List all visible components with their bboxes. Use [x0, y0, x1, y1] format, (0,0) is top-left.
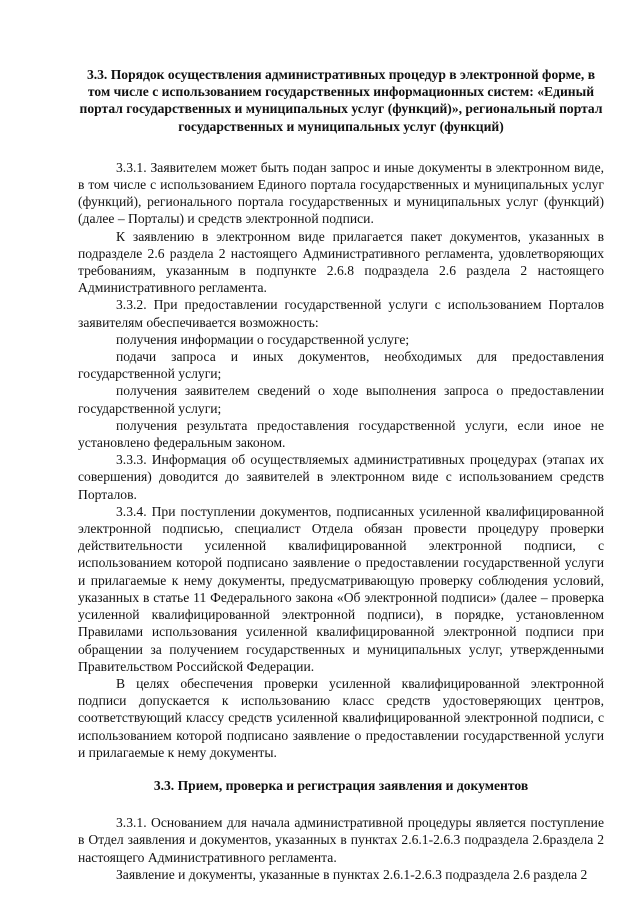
paragraph: 3.3.2. При предоставлении государственной услуги с использованием Порталов заявителям обеспечивается возможность:	[78, 297, 604, 330]
paragraph: получения результата предоставления государственной услуги, если иное не установлено федеральным законом.	[78, 417, 604, 451]
section-heading: 3.3. Прием, проверка и регистрация заявления и документов	[153, 777, 529, 793]
paragraph: подачи запроса и иных документов, необходимых для предоставления государственной услуги;	[78, 349, 604, 382]
section-heading: 3.3. Порядок осуществления административных процедур в электронной форме, в том числе с использованием государственных информационных систем: «Единый портал государственных и муниципальных услуг (функций)», региональный портал государственных и муниципальных услуг (функций)	[79, 67, 603, 134]
paragraph: получения заявителем сведений о ходе выполнения запроса о предоставлении государственной услуги;	[78, 383, 604, 416]
paragraph: 3.3.1. Основанием для начала административной процедуры является поступление в Отдел заявления и документов, указанных в пунктах 2.6.1-2.6.3 подраздела 2.6раздела 2 настоящего Административного регламента.	[78, 815, 604, 865]
paragraph: Заявление и документы, указанные в пунктах 2.6.1-2.6.3 подраздела 2.6 раздела 2	[116, 866, 588, 882]
paragraph: 3.3.3. Информация об осуществляемых административных процедурах (этапах их совершения) доводится до заявителей в электронном виде с использованием средств Порталов.	[78, 452, 604, 502]
paragraph: получения информации о государственной услуге;	[116, 331, 410, 347]
document-page	[78, 66, 604, 883]
paragraph: К заявлению в электронном виде прилагается пакет документов, указанных в подразделе 2.6 раздела 2 настоящего Административного регламента, удовлетворяющих требованиям, указанным в подпункте 2.6.8 подраздела 2.6 раздела 2 настоящего Административного регламента.	[78, 228, 604, 296]
paragraph: 3.3.1. Заявителем может быть подан запрос и иные документы в электронном виде, в том числе с использованием Единого портала государственных и муниципальных услуг (функций), регионального портала государственных и муниципальных услуг (функций) (далее – Порталы) и средств электронной подписи.	[78, 159, 604, 227]
paragraph: 3.3.4. При поступлении документов, подписанных усиленной квалифицированной электронной подписью, специалист Отдела обязан провести процедуру проверки действительности усиленной квалифицированной электронной подписи, с использованием которой подписано заявление о предоставлении государственной услуги и прилагаемые к нему документы, предусматривающую проверку соблюдения условий, указанных в статье 11 Федерального закона «Об электронной подписи» (далее – проверка усиленной квалифицированной электронной подписи), в порядке, установленном Правилами использования усиленной квалифицированной электронной подписи при обращении за получением государственных и муниципальных услуг, утвержденными Правительством Российской Федерации.	[78, 503, 604, 674]
paragraph: В целях обеспечения проверки усиленной квалифицированной электронной подписи допускается к использованию класс средств удостоверяющих центров, соответствующий классу средств усиленной квалифицированной электронной подписи, с использованием которой подписано заявление о предоставлении государственной услуги и прилагаемые к нему документы.	[78, 675, 604, 760]
